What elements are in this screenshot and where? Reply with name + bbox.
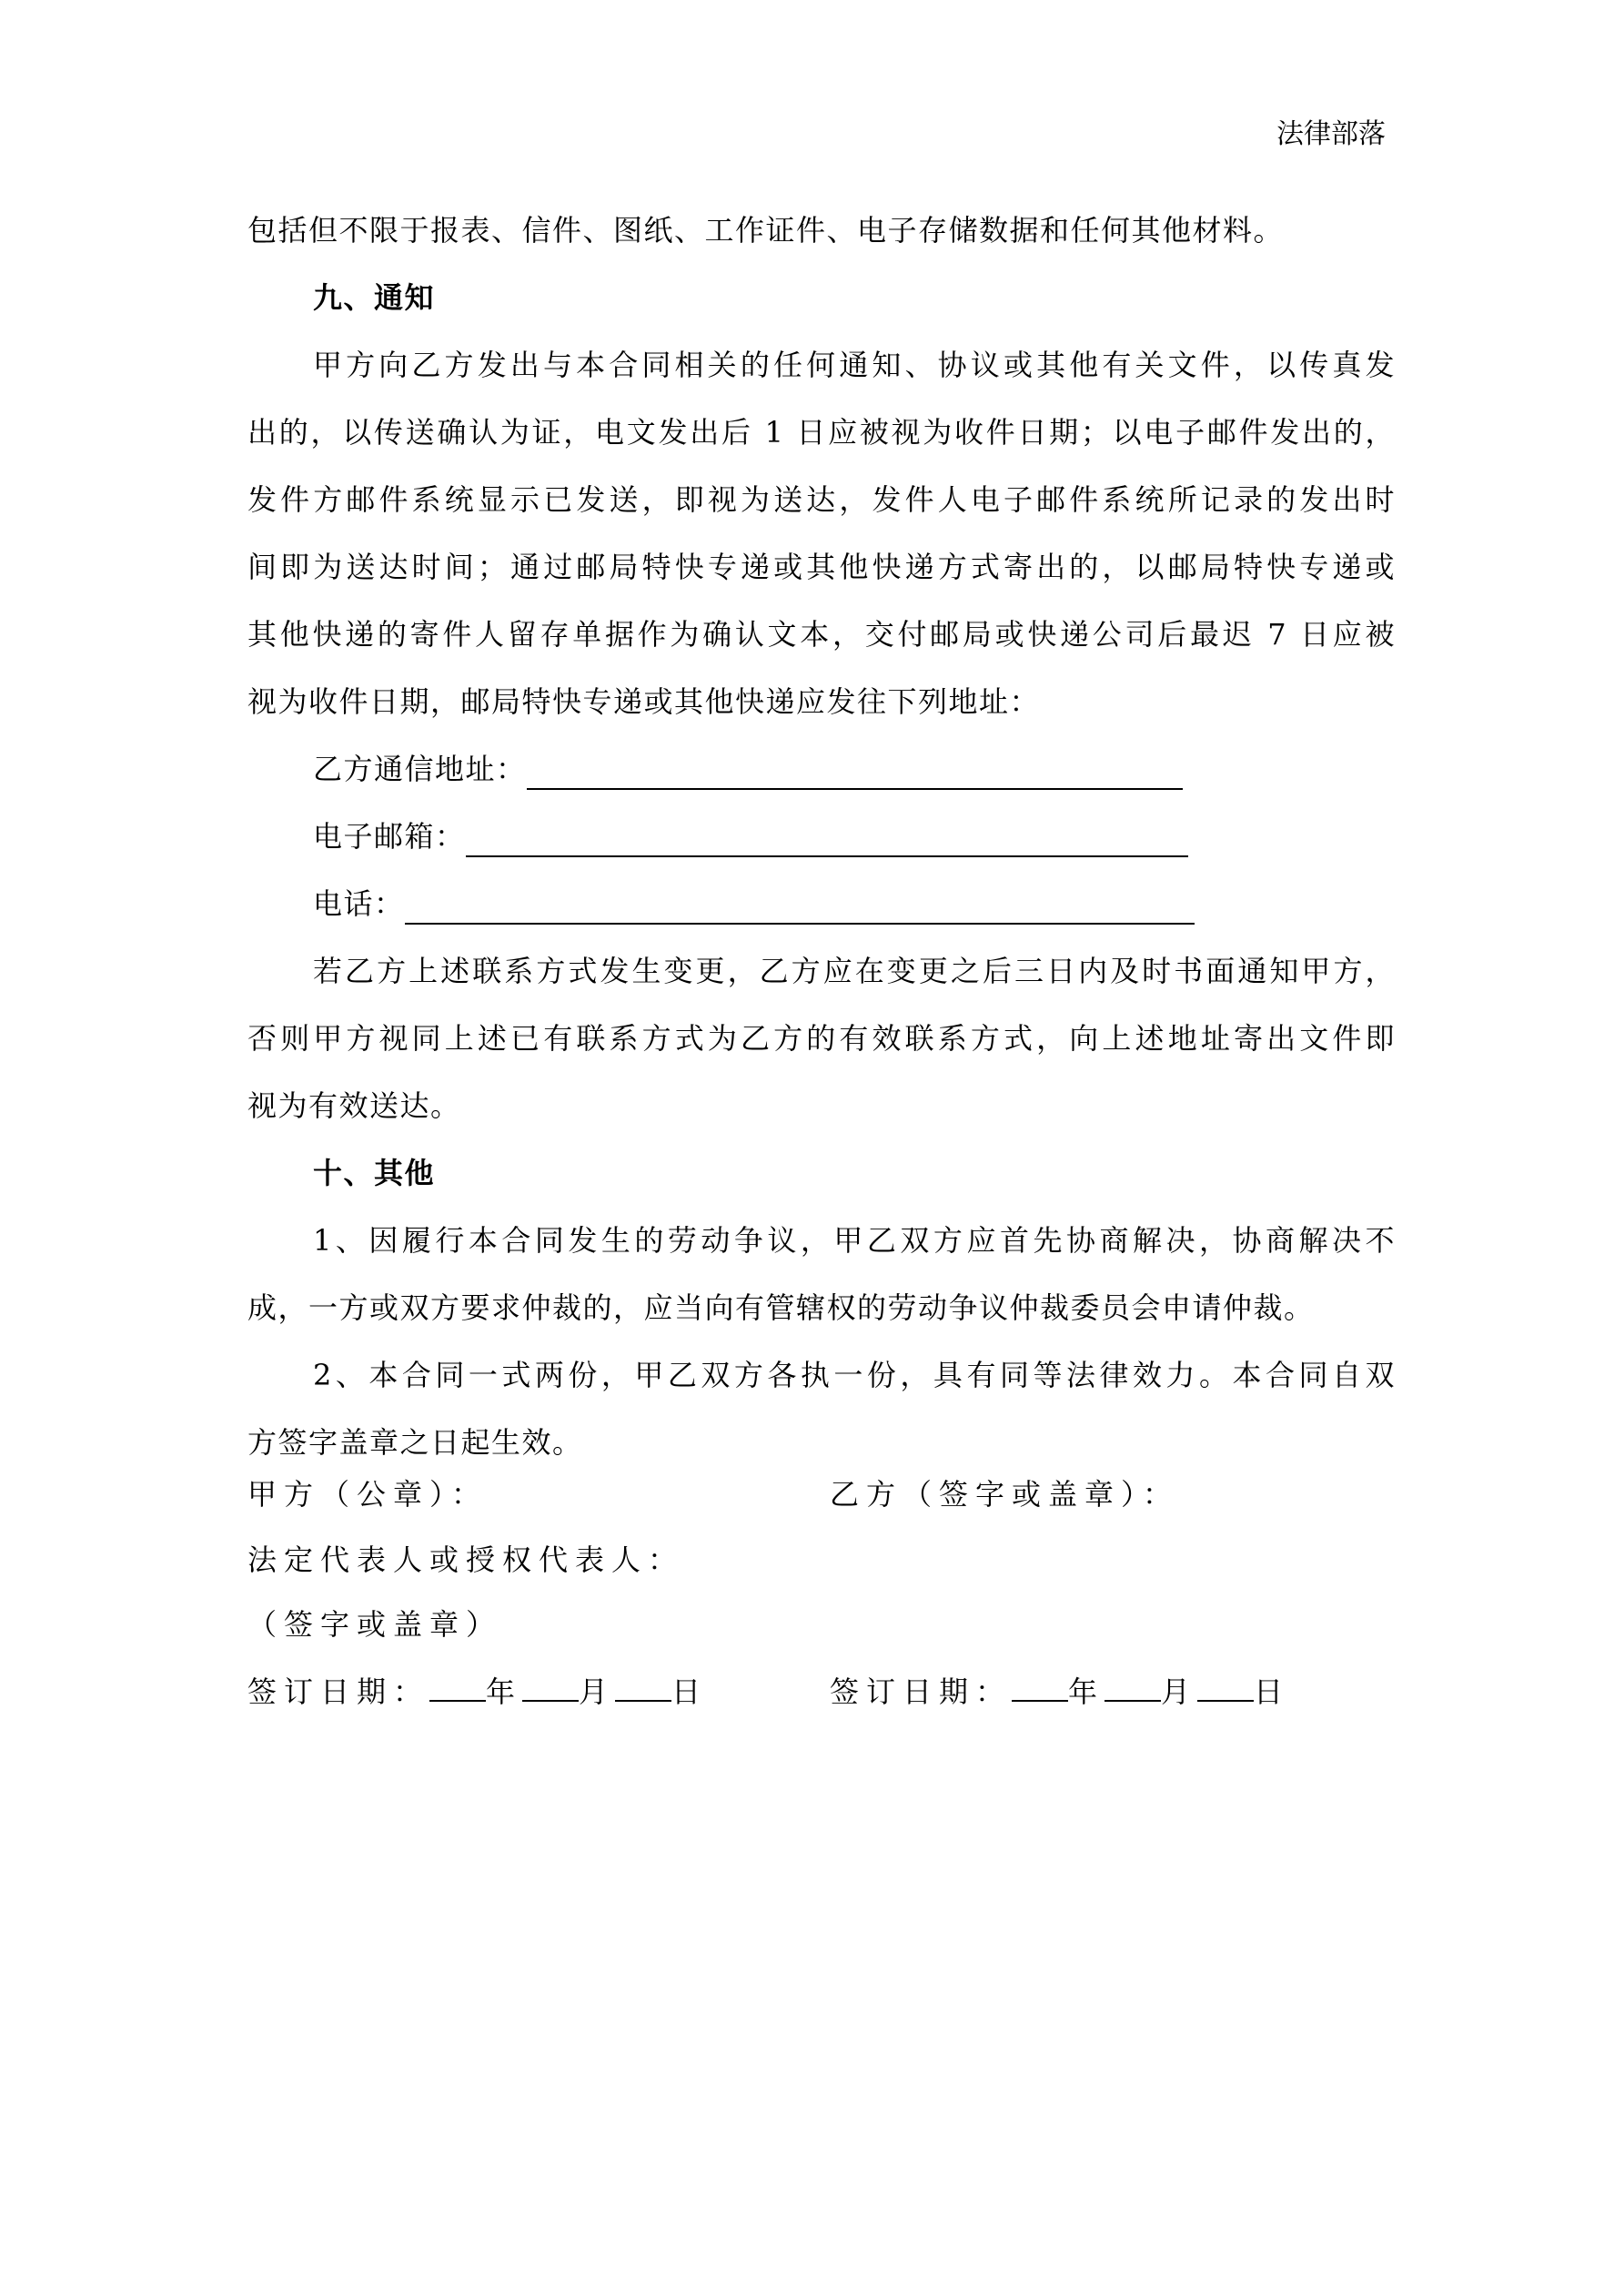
day-label: 日 — [671, 1674, 709, 1709]
phone-label: 电话： — [313, 886, 405, 921]
phone-blank-line — [405, 877, 1195, 925]
year-blank — [429, 1671, 486, 1702]
year-label: 年 — [1068, 1674, 1105, 1709]
section-8-tail: 包括但不限于报表、信件、图纸、工作证件、电子存储数据和任何其他材料。 — [247, 213, 1285, 248]
section-9-para2-line3: 视为有效送达。 — [247, 1088, 461, 1123]
section-9-para2-line1: 若乙方上述联系方式发生变更，乙方应在变更之后三日内及时书面通知甲方， — [313, 954, 1396, 988]
section-10-title: 十、其他 — [313, 1156, 436, 1190]
section-9-title: 九、通知 — [313, 280, 436, 315]
section-10-item2-line1: 2、本合同一式两份，甲乙双方各执一份，具有同等法律效力。本合同自双 — [313, 1358, 1396, 1392]
email-label: 电子邮箱： — [313, 819, 466, 854]
section-9-para2-line2: 否则甲方视同上述已有联系方式为乙方的有效联系方式，向上述地址寄出文件即 — [247, 1021, 1396, 1056]
document-body — [247, 197, 1396, 1476]
section-9-para1-line4: 间即为送达时间；通过邮局特快专递或其他快递方式寄出的，以邮局特快专递或 — [247, 550, 1396, 584]
section-10-item1-line1: 1、因履行本合同发生的劳动争议，甲乙双方应首先协商解决，协商解决不 — [313, 1223, 1396, 1258]
month-label: 月 — [579, 1674, 616, 1709]
sign-note: （签字或盖章） — [247, 1607, 503, 1642]
month-blank — [1105, 1671, 1161, 1702]
party-b-label: 乙方（签字或盖章）： — [830, 1477, 1180, 1512]
email-blank-line — [466, 810, 1188, 857]
year-label: 年 — [486, 1674, 523, 1709]
address-label: 乙方通信地址： — [313, 752, 527, 786]
address-field-row — [247, 735, 1396, 803]
section-9-para1-line3: 发件方邮件系统显示已发送，即视为送达，发件人电子邮件系统所记录的发出时 — [247, 482, 1396, 517]
section-10-item2-line2: 方签字盖章之日起生效。 — [247, 1425, 583, 1460]
section-9-para1-line5: 其他快递的寄件人留存单据作为确认文本，交付邮局或快递公司后最迟 7 日应被 — [247, 617, 1396, 652]
date-label: 签订日期： — [830, 1674, 1013, 1709]
header-brand: 法律部落 — [1276, 118, 1386, 150]
representative-label: 法定代表人或授权代表人： — [247, 1542, 685, 1577]
day-blank — [615, 1671, 671, 1702]
party-a-label: 甲方（公章）： — [247, 1477, 489, 1512]
section-9-para1-line1: 甲方向乙方发出与本合同相关的任何通知、协议或其他有关文件，以传真发 — [313, 348, 1396, 382]
month-label: 月 — [1161, 1674, 1198, 1709]
section-9-para1-line6: 视为收件日期，邮局特快专递或其他快递应发往下列地址： — [247, 684, 1041, 719]
day-blank — [1197, 1671, 1254, 1702]
section-10-item1-line2: 成，一方或双方要求仲裁的，应当向有管辖权的劳动争议仲裁委员会申请仲裁。 — [247, 1290, 1315, 1325]
month-blank — [522, 1671, 579, 1702]
party-b-sign-date — [830, 1671, 1290, 1710]
party-a-sign-date — [247, 1671, 708, 1710]
year-blank — [1012, 1671, 1068, 1702]
phone-field-row — [247, 870, 1396, 937]
date-label: 签订日期： — [247, 1674, 430, 1709]
section-9-para1-line2: 出的，以传送确认为证，电文发出后 1 日应被视为收件日期；以电子邮件发出的， — [247, 415, 1396, 450]
email-field-row — [247, 803, 1396, 870]
address-blank-line — [527, 743, 1183, 790]
day-label: 日 — [1254, 1674, 1291, 1709]
